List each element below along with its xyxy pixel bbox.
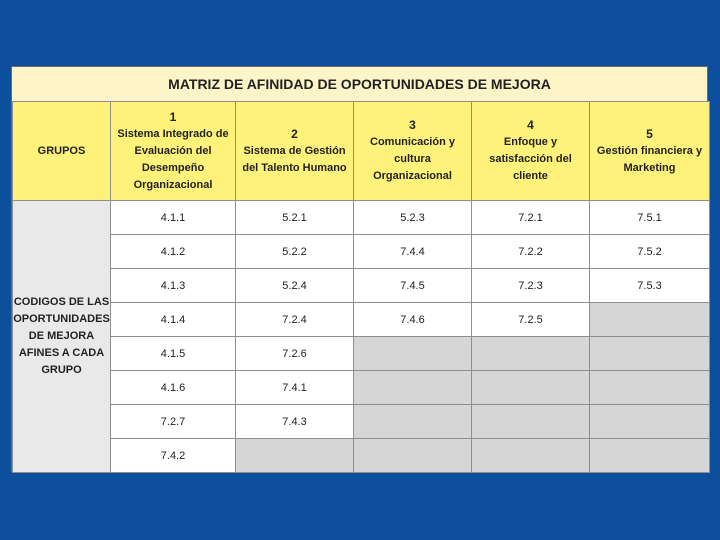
- group-number: 5: [646, 126, 653, 141]
- group-number: 3: [409, 118, 416, 132]
- table-row: [13, 337, 710, 371]
- group-name: Sistema de Gestión del Talento Humano: [242, 144, 347, 174]
- group-name: Enfoque y satisfacción del cliente: [489, 136, 572, 182]
- code-cell: 7.2.1: [472, 201, 590, 235]
- empty-cell: [236, 439, 354, 473]
- table-row: [13, 269, 710, 303]
- group-name: Comunicación y cultura Organizacional: [370, 136, 455, 182]
- empty-cell: [354, 337, 472, 371]
- empty-cell: [472, 337, 590, 371]
- empty-cell: [354, 439, 472, 473]
- code-cell: 5.2.1: [236, 201, 354, 235]
- group-number: 1: [169, 109, 177, 124]
- code-cell: 4.1.4: [111, 303, 236, 337]
- empty-cell: [590, 405, 710, 439]
- code-cell: 7.5.3: [590, 269, 710, 303]
- group-number: 2: [291, 126, 298, 141]
- code-cell: 5.2.4: [236, 269, 354, 303]
- matrix-body: [13, 201, 710, 473]
- code-cell: 4.1.1: [111, 201, 236, 235]
- group-header-1: [111, 102, 236, 201]
- code-cell: 7.2.7: [111, 405, 236, 439]
- matrix-title: MATRIZ DE AFINIDAD DE OPORTUNIDADES DE MEJORA: [12, 67, 707, 102]
- matrix-slide: [11, 66, 708, 472]
- header-row: [13, 102, 710, 201]
- table-row: [13, 371, 710, 405]
- code-cell: 7.5.2: [590, 235, 710, 269]
- empty-cell: [472, 439, 590, 473]
- group-header-3: [354, 102, 472, 201]
- empty-cell: [472, 405, 590, 439]
- code-cell: 7.2.2: [472, 235, 590, 269]
- empty-cell: [590, 337, 710, 371]
- code-cell: 4.1.2: [111, 235, 236, 269]
- empty-cell: [590, 371, 710, 405]
- table-row: [13, 235, 710, 269]
- code-cell: 4.1.5: [111, 337, 236, 371]
- code-cell: 7.4.5: [354, 269, 472, 303]
- empty-cell: [590, 439, 710, 473]
- code-cell: 7.5.1: [590, 201, 710, 235]
- code-cell: 5.2.2: [236, 235, 354, 269]
- code-cell: 7.2.5: [472, 303, 590, 337]
- code-cell: 7.4.4: [354, 235, 472, 269]
- code-cell: 7.4.1: [236, 371, 354, 405]
- codes-row-label: CODIGOS DE LAS OPORTUNIDADES DE MEJORA AFINES A CADA GRUPO: [13, 201, 111, 473]
- group-header-5: [590, 102, 710, 201]
- empty-cell: [590, 303, 710, 337]
- affinity-matrix-table: [12, 101, 710, 473]
- table-row: [13, 405, 710, 439]
- code-cell: 7.2.6: [236, 337, 354, 371]
- group-name: Gestión financiera y Marketing: [596, 144, 703, 174]
- table-row: [13, 439, 710, 473]
- group-header-4: [472, 102, 590, 201]
- empty-cell: [354, 405, 472, 439]
- code-cell: 7.4.2: [111, 439, 236, 473]
- empty-cell: [354, 371, 472, 405]
- code-cell: 5.2.3: [354, 201, 472, 235]
- group-header-2: [236, 102, 354, 201]
- code-cell: 7.2.3: [472, 269, 590, 303]
- code-cell: 7.4.6: [354, 303, 472, 337]
- table-row: [13, 303, 710, 337]
- code-cell: 4.1.3: [111, 269, 236, 303]
- code-cell: 7.4.3: [236, 405, 354, 439]
- groups-header: GRUPOS: [13, 102, 111, 201]
- group-number: 4: [527, 118, 534, 132]
- empty-cell: [472, 371, 590, 405]
- group-name: Sistema Integrado de Evaluación del Desempeño Organizacional: [117, 127, 229, 191]
- code-cell: 4.1.6: [111, 371, 236, 405]
- table-row: [13, 201, 710, 235]
- code-cell: 7.2.4: [236, 303, 354, 337]
